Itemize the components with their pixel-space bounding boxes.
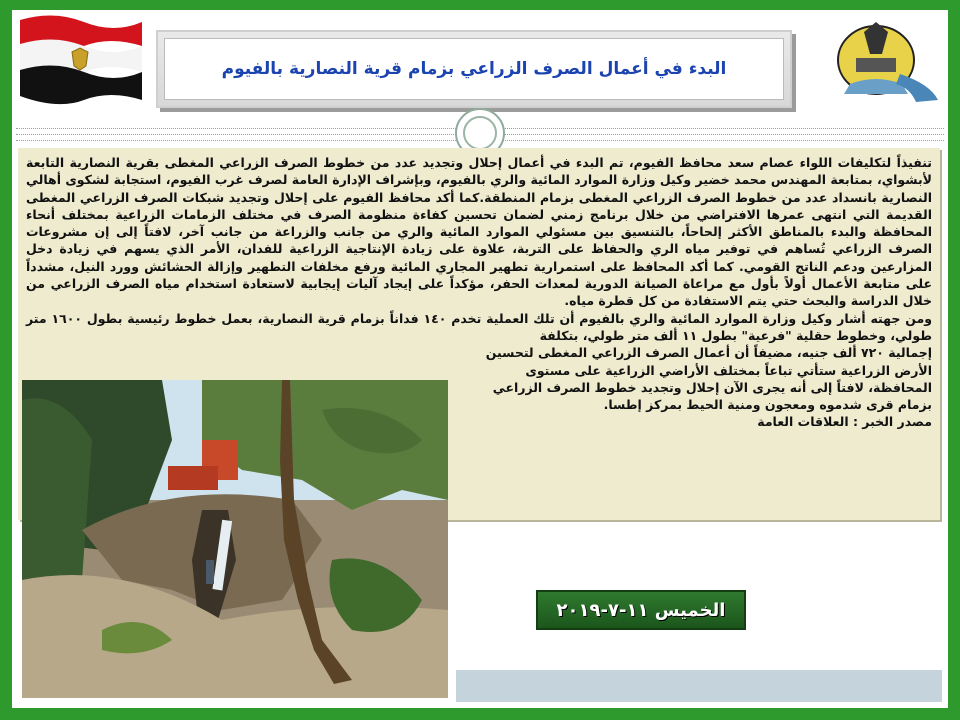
egypt-flag-icon bbox=[14, 10, 146, 106]
article-paragraph-3: إجمالية ٧٢٠ ألف جنيه، مضيفاً أن أعمال الصرف الزراعي المغطى لتحسين bbox=[485, 345, 932, 361]
article-paragraph-6: بزمام قرى شدموه ومعجون ومنية الحيط بمركز إطسا. bbox=[603, 397, 932, 413]
date-banner bbox=[536, 590, 746, 630]
excavation-photo bbox=[22, 380, 448, 698]
news-source: مصدر الخبر : العلاقات العامة bbox=[757, 414, 932, 430]
publish-date: الخميس ١١-٧-٢٠١٩ bbox=[556, 599, 726, 621]
article-paragraph-5: المحافظة، لافتاً إلى أنه يجرى الآن إحلال وتجديد خطوط الصرف الزراعي bbox=[492, 379, 932, 395]
footer-bar bbox=[456, 670, 942, 702]
article-paragraph-4: الأرض الزراعية ستأتي تباعاً بمختلف الأراضي الزراعية على مستوى bbox=[525, 362, 932, 378]
page-title: البدء في أعمال الصرف الزراعي بزمام قرية النصارية بالفيوم bbox=[221, 59, 727, 79]
article-paragraph-2: ومن جهته أشار وكيل وزارة الموارد المائية والري بالفيوم أن تلك العملية تخدم ١٤٠ فداناً بزمام قرية النصارية، بعمل خطوط رئيسية بطول ١٦٠٠ متر طولي، وخطوط حقلية "فرعية" بطول ١١ ألف متر طولي، بتكلفة bbox=[26, 310, 932, 343]
title-panel bbox=[156, 30, 792, 108]
governorate-logo-icon bbox=[830, 14, 942, 106]
article-paragraph-1: تنفيذاً لتكليفات اللواء عصام سعد محافظ الفيوم، تم البدء في أعمال إحلال وتجديد عدد من خطوط الصرف الزراعي المغطى بقرية النصارية التابعة لأبشواي، بمتابعة المهندس محمد خضير وكيل وزارة الموارد المائية والري بالفيوم، وبإشراف الإدارة العامة لصرف غرب الفيوم، استجابة لشكوى أهالي النصارية بانسداد عدد من خطوط الصرف الزراعي المغطى بزمام المنطقة.كما أكد محافظ الفيوم على إحلال وتجديد شبكات الصرف الزراعي المغطى القديمة التي انتهى عمرها الافتراضي من خلال برنامج زمني لضمان تحسين كفاءة منظومة الصرف في مختلف الزمامات الزراعية بمختلف أنحاء المحافظة والبدء بالمناطق الأكثر إلحاحاً، بالتنسيق بين مسئولي الموارد المائية والري من جانب والزراعة من جانب آخر، لافتاً إلى إن مشروعات الصرف الزراعي تُساهم في توفير مياه الري والحفاظ على التربة، علاوة على زيادة الإنتاجية الزراعية للفدان، الأمر الذي يسهم في زيادة دخل المزارعين ودعم الناتج القومي. كما أكد المحافظ على استمرارية تطهير المجاري المائية ورفع مخلفات التطهير وإزالة الحشائش وورد النيل، مشدداً على متابعة الأعمال أولاً بأول مع مراعاة الصيانة الدورية لمعدات الحفر، مؤكداً على إيجاد آليات إيجابية لاستعادة استخدام مياه الصرف الزراعي من خلال الدراسة والبحث حتي يتم الاستفادة من كل قطرة مياه. bbox=[26, 155, 932, 309]
